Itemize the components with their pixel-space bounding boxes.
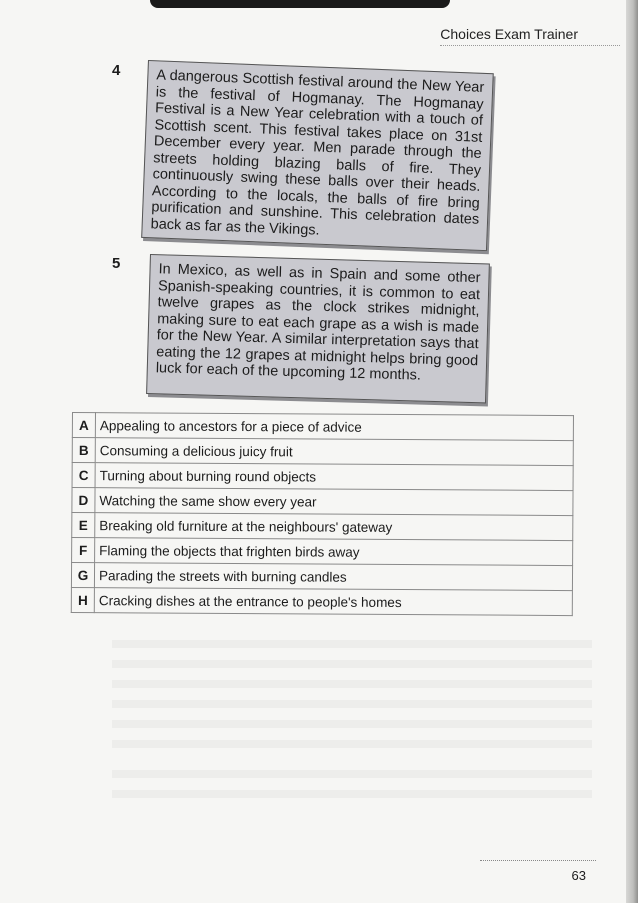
- option-row: [71, 563, 572, 591]
- option-text: Cracking dishes at the entrance to people's homes: [94, 588, 572, 616]
- option-row: [72, 438, 573, 466]
- text-box-5: In Mexico, as well as in Spain and some other Spanish-speaking countries, it is common to eat twelve grapes as the clock strikes midnight, making sure to eat each grape as a wish is made for the New Year. A similar interpretation says that eating the 12 grapes at midnight helps bring good luck for each of the upcoming 12 months.: [146, 254, 490, 403]
- option-row: [72, 513, 573, 541]
- option-letter: B: [72, 438, 95, 463]
- text-number-4: 4: [112, 62, 121, 79]
- bleed-through-text: [112, 680, 592, 688]
- header-title: Choices Exam Trainer: [440, 26, 578, 42]
- bleed-through-text: [112, 660, 592, 668]
- option-letter: A: [72, 413, 95, 438]
- text-number-5: 5: [112, 255, 121, 272]
- bleed-through-text: [112, 640, 592, 648]
- option-row: [72, 463, 573, 491]
- footer-dotted-rule: [480, 860, 596, 861]
- options-table: [71, 412, 574, 616]
- option-text: Consuming a delicious juicy fruit: [95, 438, 573, 466]
- option-row: [72, 488, 573, 516]
- bleed-through-text: [112, 700, 592, 708]
- bleed-through-text: [112, 770, 592, 778]
- text-box-4: A dangerous Scottish festival around the New Year is the festival of Hogmanay. The Hogmanay Festival is a New Year celebration with a touch of Scottish scent. This festival takes place on 31st December every year. Men parade through the streets holding blazing balls of fire. They continuously swing these balls over their heads. According to the locals, the balls of fire bring purification and sunshine. This celebration dates back as far as the Vikings.: [141, 60, 494, 251]
- option-text: Watching the same show every year: [95, 488, 573, 516]
- option-row: [71, 587, 572, 615]
- bleed-through-text: [112, 740, 592, 748]
- option-letter: H: [71, 587, 94, 612]
- option-row: [72, 538, 573, 566]
- option-letter: D: [72, 488, 95, 513]
- option-text: Turning about burning round objects: [95, 463, 573, 491]
- option-letter: E: [72, 513, 95, 538]
- option-letter: C: [72, 463, 95, 488]
- bleed-through-text: [112, 720, 592, 728]
- option-letter: G: [71, 563, 94, 588]
- option-letter: F: [72, 538, 95, 563]
- option-text: Parading the streets with burning candles: [94, 563, 572, 591]
- option-text: Flaming the objects that frighten birds away: [95, 538, 573, 566]
- option-row: [72, 413, 573, 441]
- top-binding-band: [150, 0, 450, 8]
- option-text: Breaking old furniture at the neighbours' gateway: [95, 513, 573, 541]
- header-dotted-rule: [440, 45, 620, 46]
- option-text: Appealing to ancestors for a piece of advice: [95, 413, 573, 441]
- page-edge-shadow: [626, 0, 638, 903]
- bleed-through-text: [112, 790, 592, 798]
- page-number: 63: [571, 868, 586, 883]
